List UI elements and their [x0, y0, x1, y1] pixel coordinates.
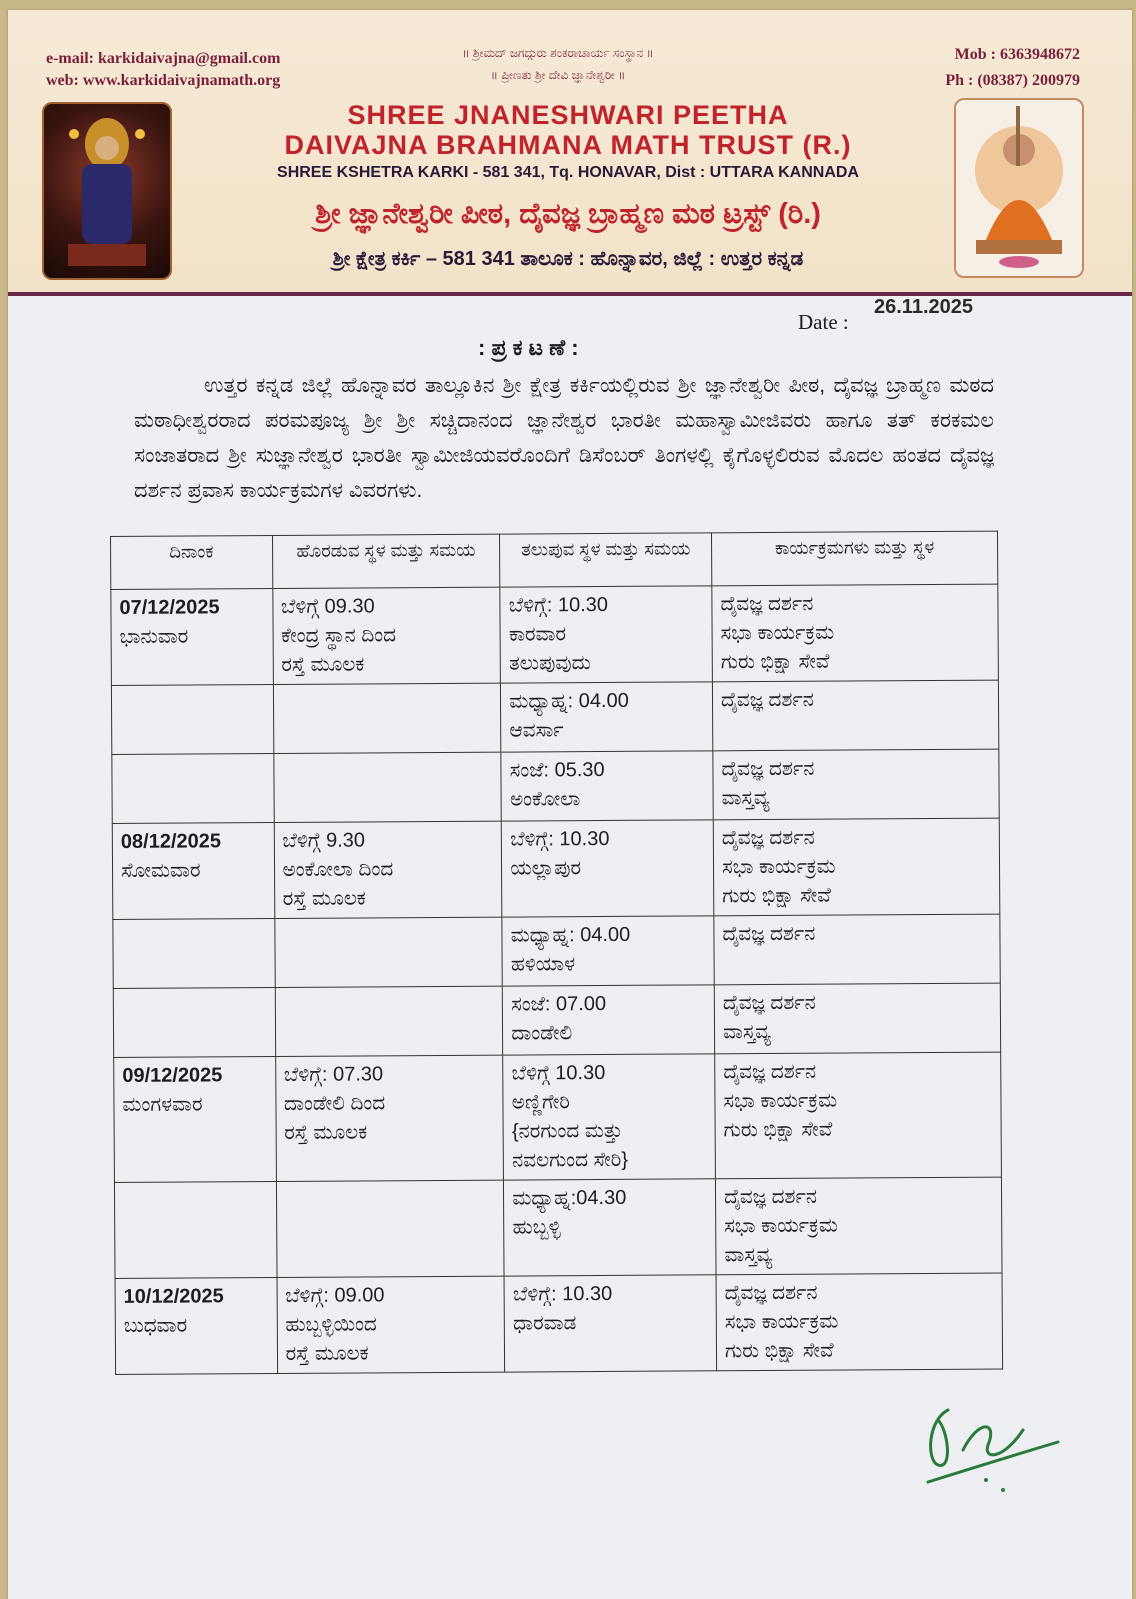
signature: [908, 1390, 1088, 1500]
date-text: 07/12/2025: [119, 596, 220, 619]
cell-arrival: ಬೆಳಿಗ್ಗೆ: 10.30 ಧಾರವಾಡ: [504, 1275, 716, 1372]
table-row: [112, 818, 1000, 919]
cell-program: ದೈವಜ್ಞ ದರ್ಶನ ಸಭಾ ಕಾರ್ಯಕ್ರಮ ವಾಸ್ತವ್ಯ: [715, 1177, 1002, 1275]
mobile-text: Mob : 6363948672: [954, 46, 1080, 63]
cell-program: ದೈವಜ್ಞ ದರ್ಶನ ವಾಸ್ತವ್ಯ: [713, 749, 999, 820]
invocation-line-2: ॥ ಪ್ರೀಣತು ಶ್ರೀ ದೇವಿ ಜ್ಞಾನೇಶ್ವರೀ ॥: [490, 68, 626, 82]
cell-program: ದೈವಜ್ಞ ದರ್ಶನ ಸಭಾ ಕಾರ್ಯಕ್ರಮ ಗುರು ಭಿಕ್ಷಾ ಸೇವೆ: [715, 1052, 1002, 1179]
org-title-line-2: DAIVAJNA BRAHMANA MATH TRUST (R.): [284, 130, 852, 160]
cell-program: ದೈವಜ್ಞ ದರ್ಶನ ಸಭಾ ಕಾರ್ಯಕ್ರಮ ಗುರು ಭಿಕ್ಷಾ ಸೇವೆ: [712, 584, 999, 682]
table-header-row: [111, 531, 998, 589]
cell-departure: [274, 917, 502, 987]
date-label: Date :: [798, 310, 849, 334]
cell-program: ದೈವಜ್ಞ ದರ್ಶನ: [712, 680, 998, 751]
contact-left: [46, 48, 280, 92]
date-text: 09/12/2025: [122, 1064, 223, 1087]
header-departure: ಹೊರಡುವ ಸ್ಥಳ ಮತ್ತು ಸಮಯ: [272, 534, 500, 588]
cell-departure: ಬೆಳಿಗ್ಗೆ 09.30 ಕೇಂದ್ರ ಸ್ಥಾನ ದಿಂದ ರಸ್ತೆ ಮೂಲಕ: [272, 587, 500, 684]
weekday-text: ಬುಧವಾರ: [123, 1314, 188, 1337]
email-text: e-mail: karkidaivajna@gmail.com: [46, 50, 281, 67]
header-program: ಕಾರ್ಯಕ್ರಮಗಳು ಮತ್ತು ಸ್ಥಳ: [711, 531, 997, 586]
date-text: [121, 923, 266, 924]
invocation-line-1: ॥ ಶ್ರೀಮದ್ ಜಗದ್ಗುರು ಶಂಕರಾಚಾರ್ಯ ಸಂಸ್ಥಾನ ॥: [462, 46, 654, 60]
org-title-line-1: SHREE JNANESHWARI PEETHA: [347, 100, 789, 130]
cell-departure: [276, 1180, 504, 1277]
cell-arrival: ಮಧ್ಯಾಹ್ನ:04.30 ಹುಬ್ಬಳ್ಳಿ: [504, 1179, 716, 1276]
contact-right: [945, 42, 1080, 94]
cell-date: [114, 1057, 276, 1183]
date-text: [120, 758, 265, 759]
invocation: [368, 42, 748, 86]
cell-date: [111, 589, 273, 686]
date-text: 10/12/2025: [123, 1285, 224, 1308]
cell-arrival: ಬೆಳಿಗ್ಗೆ 10.30 ಅಣ್ಣಿಗೇರಿ {ನರಗುಂದ ಮತ್ತು ನವಲಗುಂದ ಸೇರಿ}: [503, 1054, 715, 1180]
table-row: [113, 914, 1000, 988]
weekday-text: ಭಾನುವಾರ: [119, 625, 189, 648]
cell-arrival: ಸಂಜೆ: 07.00 ದಾಂಡೇಲಿ: [503, 985, 715, 1055]
org-address-english: SHREE KSHETRA KARKI - 581 341, Tq. HONAVAR, Dist : UTTARA KANNADA: [277, 164, 859, 181]
cell-arrival: ಮಧ್ಯಾಹ್ನ: 04.00 ಹಳಿಯಾಳ: [502, 916, 714, 986]
cell-date: [112, 823, 274, 920]
org-title-kannada: ಶ್ರೀ ಜ್ಞಾನೇಶ್ವರೀ ಪೀಠ, ದೈವಜ್ಞ ಬ್ರಾಹ್ಮಣ ಮಠ ಟ್ರಸ್ಟ್ (ರಿ.): [315, 198, 821, 230]
phone-text: Ph : (08387) 200979: [945, 72, 1080, 89]
cell-arrival: ಮಧ್ಯಾಹ್ನ: 04.00 ಆವರ್ಸಾ: [501, 682, 713, 752]
header-date: ದಿನಾಂಕ: [111, 536, 273, 590]
cell-departure: ಬೆಳಿಗ್ಗೆ 9.30 ಅಂಕೋಲಾ ದಿಂದ ರಸ್ತೆ ಮೂಲಕ: [274, 821, 502, 918]
table-row: [114, 1177, 1002, 1278]
website-text: web: www.karkidaivajnamath.org: [46, 72, 281, 89]
table-row: [112, 749, 999, 823]
org-title-english: [188, 100, 948, 160]
notice-intro: ಉತ್ತರ ಕನ್ನಡ ಜಿಲ್ಲೆ ಹೊನ್ನಾವರ ತಾಲ್ಲೂಕಿನ ಶ್ರೀ ಕ್ಷೇತ್ರ ಕರ್ಕಿಯಲ್ಲಿರುವ ಶ್ರೀ ಜ್ಞಾನೇಶ್ವರೀ ಪೀಠ, ದೈವಜ್ಞ ಬ್ರಾಹ್ಮಣ ಮಠದ ಮಠಾಧೀಶ್ವರರಾದ ಪರಮಪೂಜ್ಯ ಶ್ರೀ ಶ್ರೀ ಸಚ್ಚಿದಾನಂದ ಜ್ಞಾನೇಶ್ವರ ಭಾರತೀ ಮಹಾಸ್ವಾಮೀಜಿವರು ಹಾಗೂ ತತ್ ಕರಕಮಲ ಸಂಜಾತರಾದ ಶ್ರೀ ಸುಜ್ಞಾನೇಶ್ವರ ಭಾರತೀ ಸ್ವಾಮೀಜಿಯವರೊಂದಿಗೆ ಡಿಸೆಂಬರ್ ತಿಂಗಳಲ್ಲಿ ಕೈಗೊಳ್ಳಲಿರುವ ಮೊದಲ ಹಂತದ ದೈವಜ್ಞ ದರ್ಶನ ಪ್ರವಾಸ ಕಾರ್ಯಕ್ರಮಗಳ ವಿವರಗಳು.: [134, 374, 994, 502]
cell-arrival: ಬೆಳಿಗ್ಗೆ: 10.30 ಯಲ್ಲಾಪುರ: [502, 820, 714, 917]
cell-program: ದೈವಜ್ಞ ದರ್ಶನ ಸಭಾ ಕಾರ್ಯಕ್ರಮ ಗುರು ಭಿಕ್ಷಾ ಸೇವೆ: [716, 1273, 1003, 1371]
swamiji-photo: [954, 98, 1084, 278]
weekday-text: ಸೋಮವಾರ: [120, 859, 201, 882]
cell-departure: [273, 683, 501, 753]
cell-departure: [275, 986, 503, 1056]
cell-departure: [273, 752, 501, 822]
cell-date: [115, 1277, 277, 1374]
date-text: 08/12/2025: [120, 830, 222, 853]
date-text: [123, 1186, 268, 1187]
cell-date: [111, 685, 273, 755]
date-text: [120, 689, 265, 690]
cell-date: [113, 919, 275, 989]
cell-program: ದೈವಜ್ಞ ದರ್ಶನ ಸಭಾ ಕಾರ್ಯಕ್ರಮ ಗುರು ಭಿಕ್ಷಾ ಸೇವೆ: [713, 818, 1000, 916]
table-row: [111, 680, 998, 754]
notice-heading: : ಪ್ರ ಕ ಟ ಣೆ :: [478, 335, 579, 360]
date-text: [122, 992, 267, 993]
cell-date: [113, 988, 275, 1058]
date-value: 26.11.2025: [874, 296, 973, 318]
header-arrival: ತಲುಪುವ ಸ್ಥಳ ಮತ್ತು ಸಮಯ: [500, 533, 712, 587]
letterhead: [8, 10, 1132, 296]
schedule-body: [111, 584, 1003, 1374]
cell-program: ದೈವಜ್ಞ ದರ್ಶನ: [714, 914, 1000, 985]
document-page: [8, 10, 1132, 1599]
cell-arrival: ಬೆಳಿಗ್ಗೆ: 10.30 ಕಾರವಾರ ತಲುಪುವುದು: [500, 586, 712, 683]
schedule-table: [110, 531, 1003, 1375]
cell-arrival: ಸಂಜೆ: 05.30 ಅಂಕೋಲಾ: [501, 751, 713, 821]
cell-program: ದೈವಜ್ಞ ದರ್ಶನ ವಾಸ್ತವ್ಯ: [714, 983, 1000, 1054]
table-row: [114, 1052, 1002, 1182]
deity-photo: [42, 102, 172, 280]
cell-date: [114, 1181, 276, 1278]
table-row: [115, 1273, 1003, 1374]
cell-departure: ಬೆಳಿಗ್ಗೆ: 09.00 ಹುಬ್ಬಳ್ಳಿಯಿಂದ ರಸ್ತೆ ಮೂಲಕ: [277, 1276, 505, 1373]
cell-date: [112, 754, 274, 824]
table-row: [111, 584, 999, 685]
table-row: [113, 983, 1000, 1057]
weekday-text: ಮಂಗಳವಾರ: [122, 1093, 203, 1116]
org-address-kannada: ಶ್ರೀ ಕ್ಷೇತ್ರ ಕರ್ಕಿ – 581 341 ತಾಲೂಕ : ಹೊನ್ನಾವರ, ಜಿಲ್ಲೆ : ಉತ್ತರ ಕನ್ನಡ: [332, 248, 804, 270]
cell-departure: ಬೆಳಿಗ್ಗೆ: 07.30 ದಾಂಡೇಲಿ ದಿಂದ ರಸ್ತೆ ಮೂಲಕ: [275, 1055, 504, 1181]
